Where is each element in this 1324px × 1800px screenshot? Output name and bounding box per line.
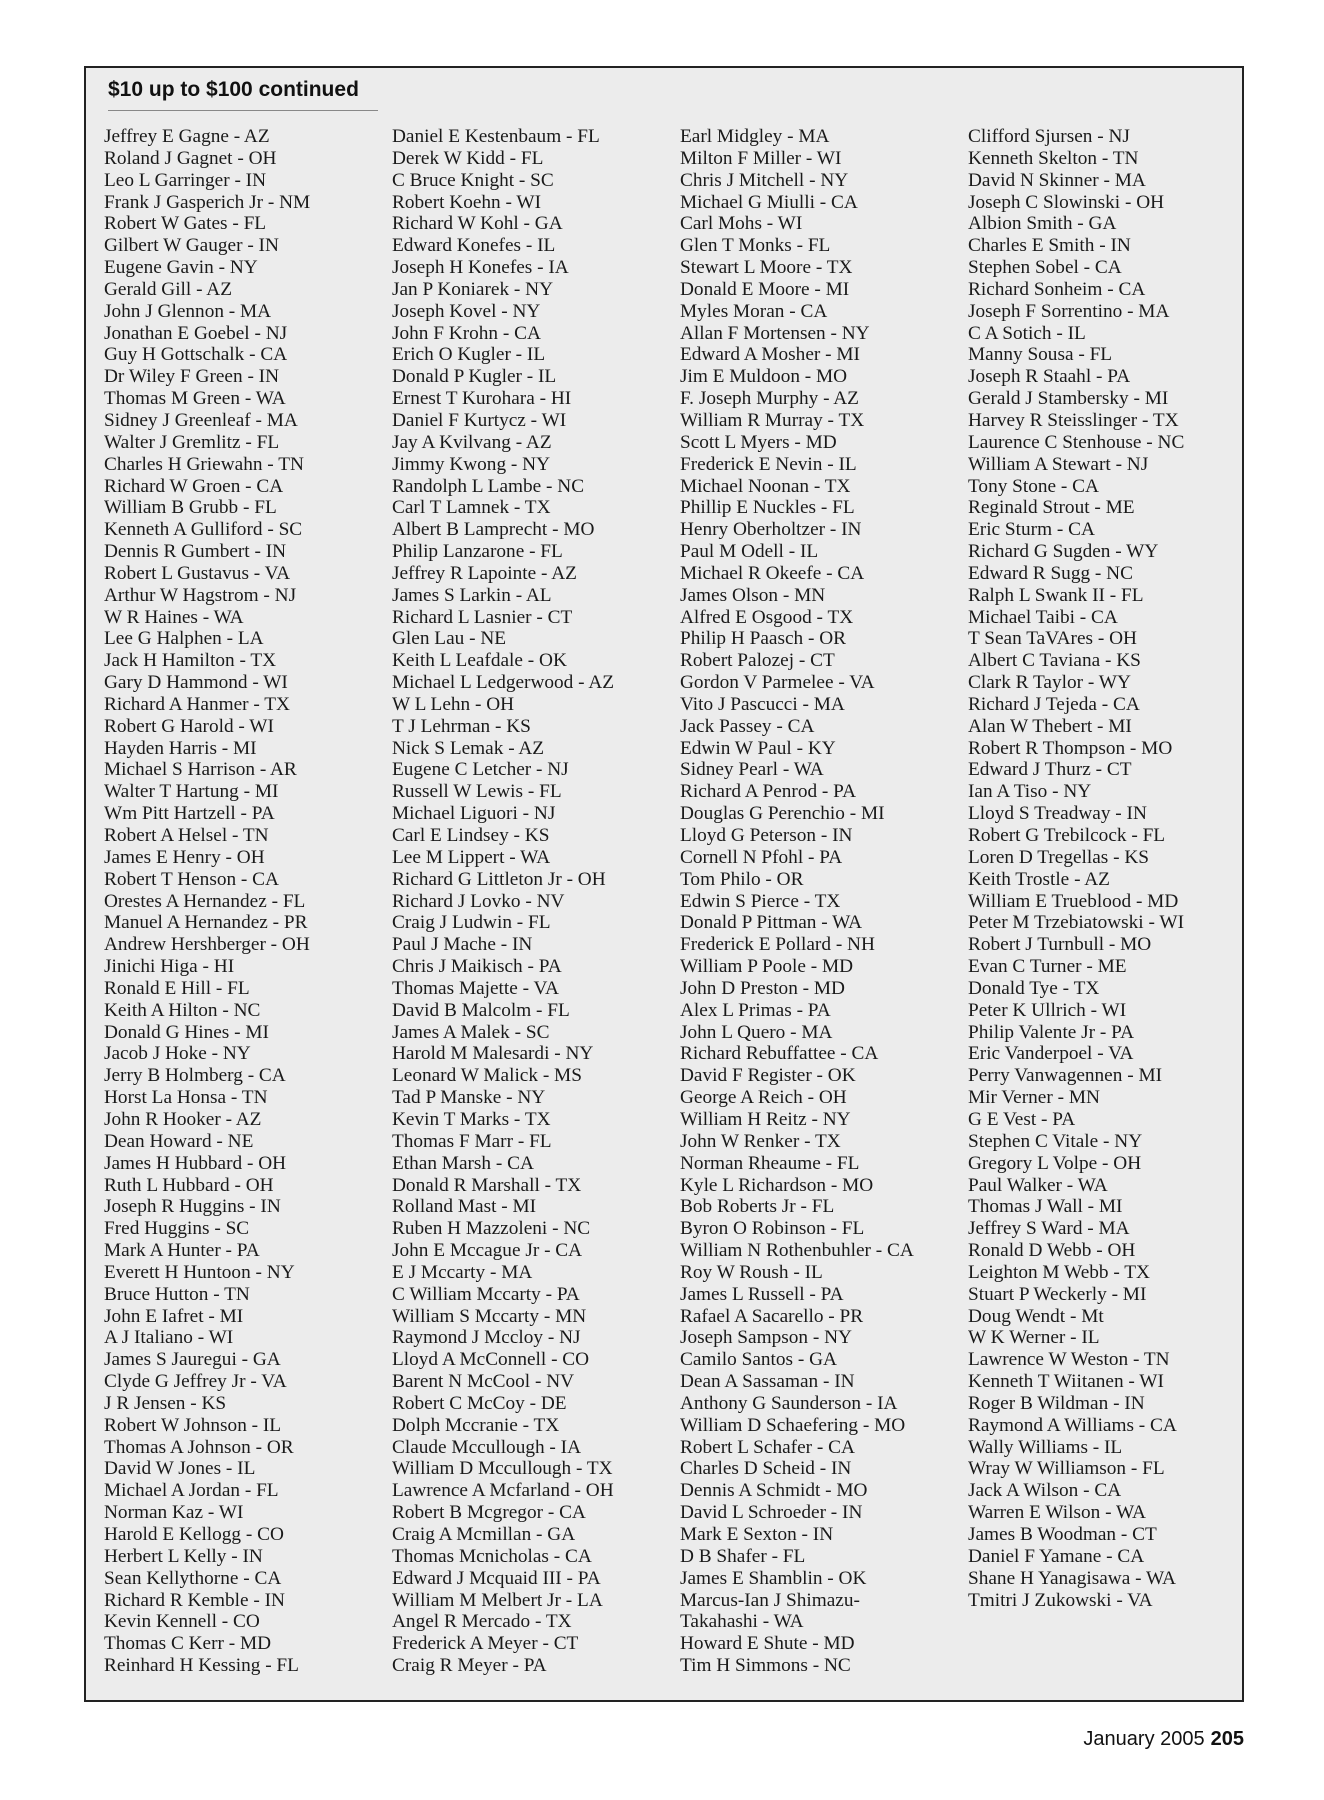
donor-entry: Clyde G Jeffrey Jr - VA (104, 1371, 287, 1393)
donor-entry: Robert Koehn - WI (392, 191, 542, 213)
donor-entry: Claude Mccullough - IA (392, 1436, 582, 1458)
donor-entry: Kenneth T Wiitanen - WI (968, 1371, 1164, 1393)
donor-entry: Takahashi - WA (680, 1611, 804, 1633)
donor-entry: Laurence C Stenhouse - NC (968, 431, 1185, 453)
donor-entry: James E Henry - OH (104, 846, 265, 868)
donor-entry: Anthony G Saunderson - IA (680, 1392, 898, 1414)
donor-entry: William M Melbert Jr - LA (392, 1589, 603, 1611)
donor-entry: Peter M Trzebiatowski - WI (968, 912, 1185, 934)
donor-entry: Glen Lau - NE (392, 628, 507, 650)
donor-entry: Leo L Garringer - IN (104, 169, 267, 191)
donor-entry: William P Poole - MD (680, 956, 854, 978)
donor-entry: Robert Palozej - CT (680, 650, 835, 672)
donor-entry: William E Trueblood - MD (968, 890, 1179, 912)
donor-column-4 (968, 126, 1248, 1611)
donor-entry: Barent N McCool - NV (392, 1371, 575, 1393)
donor-entry: Joseph Sampson - NY (680, 1327, 852, 1349)
donor-entry: Wm Pitt Hartzell - PA (104, 803, 275, 825)
donor-entry: Dennis A Schmidt - MO (680, 1480, 868, 1502)
donor-entry: Jan P Koniarek - NY (392, 278, 553, 300)
donor-entry: Guy H Gottschalk - CA (104, 344, 288, 366)
donor-entry: Jack H Hamilton - TX (104, 650, 277, 672)
donor-entry: Lawrence A Mcfarland - OH (392, 1480, 614, 1502)
donor-entry: James E Shamblin - OK (680, 1567, 867, 1589)
donor-entry: Eric Sturm - CA (968, 519, 1095, 541)
donor-entry: Richard R Kemble - IN (104, 1589, 285, 1611)
donor-entry: Thomas F Marr - FL (392, 1130, 552, 1152)
donor-entry: Bob Roberts Jr - FL (680, 1196, 835, 1218)
donor-entry: Jerry B Holmberg - CA (104, 1065, 286, 1087)
donor-entry: William H Reitz - NY (680, 1108, 851, 1130)
donor-entry: Kevin T Marks - TX (392, 1108, 551, 1130)
donor-entry: Lee G Halphen - LA (104, 628, 264, 650)
donor-entry: Dolph Mccranie - TX (392, 1414, 560, 1436)
donor-entry: Richard J Lovko - NV (392, 890, 565, 912)
donor-entry: Dr Wiley F Green - IN (104, 366, 280, 388)
donor-entry: Donald P Pittman - WA (680, 912, 863, 934)
donor-entry: Ronald E Hill - FL (104, 977, 250, 999)
donor-entry: Michael G Miulli - CA (680, 191, 858, 213)
donor-entry: Sidney J Greenleaf - MA (104, 409, 298, 431)
donor-entry: Milton F Miller - WI (680, 147, 842, 169)
donor-entry: Frederick A Meyer - CT (392, 1633, 579, 1655)
donor-entry: Michael S Harrison - AR (104, 759, 297, 781)
donor-entry: Peter K Ullrich - WI (968, 999, 1127, 1021)
donor-entry: Carl T Lamnek - TX (392, 497, 551, 519)
donor-entry: Sean Kellythorne - CA (104, 1567, 282, 1589)
donor-entry: Robert L Schafer - CA (680, 1436, 855, 1458)
donor-entry: Reinhard H Kessing - FL (104, 1655, 299, 1677)
donor-entry: Lloyd A McConnell - CO (392, 1349, 590, 1371)
donor-entry: Tmitri J Zukowski - VA (968, 1589, 1153, 1611)
donor-entry: David W Jones - IL (104, 1458, 256, 1480)
donor-entry: Russell W Lewis - FL (392, 781, 562, 803)
donor-entry: Jeffrey R Lapointe - AZ (392, 562, 577, 584)
donor-entry: Jeffrey E Gagne - AZ (104, 126, 270, 147)
donor-entry: Rolland Mast - MI (392, 1196, 537, 1218)
donor-entry: Manny Sousa - FL (968, 344, 1113, 366)
donor-entry: Perry Vanwagennen - MI (968, 1065, 1163, 1087)
donor-entry: Albert B Lamprecht - MO (392, 519, 595, 541)
donor-entry: Joseph C Slowinski - OH (968, 191, 1165, 213)
donor-entry: Philip H Paasch - OR (680, 628, 847, 650)
donor-entry: Carl E Lindsey - KS (392, 825, 550, 846)
donor-entry: Chris J Mitchell - NY (680, 169, 849, 191)
donor-entry: Allan F Mortensen - NY (680, 322, 870, 344)
donor-entry: Derek W Kidd - FL (392, 147, 544, 169)
donor-list-panel (84, 66, 1244, 1702)
donor-entry: Clifford Sjursen - NJ (968, 126, 1130, 147)
donor-entry: Hayden Harris - MI (104, 737, 257, 759)
donor-entry: Richard G Sugden - WY (968, 541, 1159, 563)
donor-entry: Charles H Griewahn - TN (104, 453, 304, 475)
donor-entry: John D Preston - MD (680, 977, 845, 999)
donor-entry: Jimmy Kwong - NY (392, 453, 550, 475)
donor-entry: Mark A Hunter - PA (104, 1240, 260, 1262)
donor-entry: Robert T Henson - CA (104, 868, 279, 890)
donor-entry: James S Jauregui - GA (104, 1349, 281, 1371)
donor-entry: David F Register - OK (680, 1065, 856, 1087)
donor-entry: Lloyd S Treadway - IN (968, 803, 1147, 825)
donor-entry: Daniel E Kestenbaum - FL (392, 126, 600, 147)
donor-entry: William R Murray - TX (680, 409, 865, 431)
donor-entry: Alfred E Osgood - TX (680, 606, 854, 628)
donor-entry: Arthur W Hagstrom - NJ (104, 584, 297, 606)
donor-entry: Thomas J Wall - MI (968, 1196, 1123, 1218)
donor-entry: Jacob J Hoke - NY (104, 1043, 251, 1065)
donor-entry: Gary D Hammond - WI (104, 672, 288, 694)
donor-entry: James Olson - MN (680, 584, 826, 606)
donor-entry: W L Lehn - OH (392, 693, 515, 715)
donor-entry: Tim H Simmons - NC (680, 1655, 851, 1677)
page-footer (1083, 1728, 1244, 1751)
donor-entry: Daniel F Yamane - CA (968, 1545, 1145, 1567)
donor-entry: Joseph R Huggins - IN (104, 1196, 281, 1218)
donor-entry: Rafael A Sacarello - PR (680, 1305, 864, 1327)
donor-entry: Lloyd G Peterson - IN (680, 825, 853, 846)
donor-entry: Raymond J Mccloy - NJ (392, 1327, 581, 1349)
donor-entry: Richard L Lasnier - CT (392, 606, 573, 628)
donor-entry: Eugene Gavin - NY (104, 257, 258, 279)
donor-entry: Charles D Scheid - IN (680, 1458, 852, 1480)
donor-entry: Thomas Mcnicholas - CA (392, 1545, 592, 1567)
donor-entry: Gilbert W Gauger - IN (104, 235, 279, 257)
donor-entry: Robert B Mcgregor - CA (392, 1502, 586, 1524)
donor-entry: Ethan Marsh - CA (392, 1152, 534, 1174)
donor-entry: Gerald J Stambersky - MI (968, 388, 1169, 410)
donor-entry: Loren D Tregellas - KS (968, 846, 1150, 868)
donor-entry: Craig J Ludwin - FL (392, 912, 551, 934)
donor-entry: A J Italiano - WI (104, 1327, 234, 1349)
donor-column-1 (104, 126, 384, 1677)
donor-entry: Jinichi Higa - HI (104, 956, 235, 978)
donor-entry: Jay A Kvilvang - AZ (392, 431, 552, 453)
donor-entry: Norman Kaz - WI (104, 1502, 244, 1524)
title-underline (108, 110, 378, 111)
donor-entry: Paul M Odell - IL (680, 541, 819, 563)
donor-entry: Jack Passey - CA (680, 715, 815, 737)
donor-entry: Edwin S Pierce - TX (680, 890, 841, 912)
donor-entry: Donald G Hines - MI (104, 1021, 269, 1043)
donor-entry: Alex L Primas - PA (680, 999, 831, 1021)
donor-entry: Stuart P Weckerly - MI (968, 1283, 1147, 1305)
donor-entry: William B Grubb - FL (104, 497, 277, 519)
donor-entry: Daniel F Kurtycz - WI (392, 409, 567, 431)
donor-entry: David B Malcolm - FL (392, 999, 570, 1021)
donor-entry: Robert J Turnbull - MO (968, 934, 1152, 956)
donor-entry: D B Shafer - FL (680, 1545, 806, 1567)
donor-entry: Robert W Gates - FL (104, 213, 267, 235)
donor-entry: Edward J Mcquaid III - PA (392, 1567, 601, 1589)
donor-entry: David N Skinner - MA (968, 169, 1146, 191)
donor-entry: Richard J Tejeda - CA (968, 693, 1140, 715)
donor-entry: John E Iafret - MI (104, 1305, 244, 1327)
donor-entry: Chris J Maikisch - PA (392, 956, 562, 978)
donor-entry: John F Krohn - CA (392, 322, 541, 344)
donor-entry: Harold E Kellogg - CO (104, 1524, 284, 1545)
donor-entry: Edward Konefes - IL (392, 235, 556, 257)
donor-entry: Edward R Sugg - NC (968, 562, 1133, 584)
donor-entry: Ruth L Hubbard - OH (104, 1174, 274, 1196)
donor-entry: Dean A Sassaman - IN (680, 1371, 855, 1393)
donor-entry: Philip Lanzarone - FL (392, 541, 563, 563)
donor-entry: G E Vest - PA (968, 1108, 1076, 1130)
donor-entry: Ronald D Webb - OH (968, 1240, 1136, 1262)
donor-entry: Nick S Lemak - AZ (392, 737, 545, 759)
donor-entry: Herbert L Kelly - IN (104, 1545, 263, 1567)
donor-entry: Sidney Pearl - WA (680, 759, 824, 781)
donor-entry: Michael Liguori - NJ (392, 803, 556, 825)
donor-entry: Frederick E Nevin - IL (680, 453, 857, 475)
donor-entry: Joseph R Staahl - PA (968, 366, 1131, 388)
donor-entry: Robert L Gustavus - VA (104, 562, 291, 584)
donor-entry: Keith L Leafdale - OK (392, 650, 567, 672)
donor-entry: Evan C Turner - ME (968, 956, 1127, 978)
donor-entry: Angel R Mercado - TX (392, 1611, 572, 1633)
donor-entry: Everett H Huntoon - NY (104, 1261, 295, 1283)
donor-entry: Shane H Yanagisawa - WA (968, 1567, 1176, 1589)
donor-entry: Glen T Monks - FL (680, 235, 831, 257)
donor-entry: Joseph H Konefes - IA (392, 257, 569, 279)
donor-entry: Michael L Ledgerwood - AZ (392, 672, 615, 694)
donor-entry: Gregory L Volpe - OH (968, 1152, 1142, 1174)
donor-entry: John L Quero - MA (680, 1021, 833, 1043)
donor-entry: Paul J Mache - IN (392, 934, 533, 956)
donor-entry: Henry Oberholtzer - IN (680, 519, 862, 541)
donor-entry: William S Mccarty - MN (392, 1305, 587, 1327)
donor-entry: C William Mccarty - PA (392, 1283, 580, 1305)
donor-entry: Keith Trostle - AZ (968, 868, 1110, 890)
donor-entry: Michael A Jordan - FL (104, 1480, 279, 1502)
donor-entry: Ralph L Swank II - FL (968, 584, 1144, 606)
donor-entry: James L Russell - PA (680, 1283, 844, 1305)
donor-entry: Marcus-Ian J Shimazu- (680, 1589, 860, 1611)
donor-entry: Robert C McCoy - DE (392, 1392, 567, 1414)
donor-entry: Stewart L Moore - TX (680, 257, 853, 279)
donor-entry: Richard G Littleton Jr - OH (392, 868, 606, 890)
donor-entry: Tony Stone - CA (968, 475, 1099, 497)
donor-entry: Clark R Taylor - WY (968, 672, 1131, 694)
donor-entry: Jim E Muldoon - MO (680, 366, 848, 388)
donor-entry: C A Sotich - IL (968, 322, 1086, 344)
donor-entry: W K Werner - IL (968, 1327, 1100, 1349)
donor-entry: Howard E Shute - MD (680, 1633, 855, 1655)
donor-entry: Lee M Lippert - WA (392, 846, 551, 868)
donor-entry: Robert R Thompson - MO (968, 737, 1173, 759)
donor-entry: Kenneth Skelton - TN (968, 147, 1139, 169)
donor-entry: Stephen Sobel - CA (968, 257, 1122, 279)
donor-entry: Dean Howard - NE (104, 1130, 254, 1152)
donor-entry: Cornell N Pfohl - PA (680, 846, 843, 868)
donor-entry: F. Joseph Murphy - AZ (680, 388, 859, 410)
donor-entry: Kevin Kennell - CO (104, 1611, 260, 1633)
donor-entry: Craig A Mcmillan - GA (392, 1524, 576, 1545)
donor-entry: James H Hubbard - OH (104, 1152, 287, 1174)
donor-entry: Myles Moran - CA (680, 300, 828, 322)
donor-entry: George A Reich - OH (680, 1087, 847, 1109)
donor-entry: Albert C Taviana - KS (968, 650, 1141, 672)
donor-entry: Randolph L Lambe - NC (392, 475, 585, 497)
donor-entry: Donald P Kugler - IL (392, 366, 557, 388)
donor-entry: Carl Mohs - WI (680, 213, 803, 235)
donor-entry: Wray W Williamson - FL (968, 1458, 1165, 1480)
donor-entry: Harold M Malesardi - NY (392, 1043, 594, 1065)
donor-entry: Jeffrey S Ward - MA (968, 1218, 1130, 1240)
donor-entry: Philip Valente Jr - PA (968, 1021, 1135, 1043)
donor-entry: Dennis R Gumbert - IN (104, 541, 287, 563)
donor-entry: Kyle L Richardson - MO (680, 1174, 874, 1196)
donor-entry: Stephen C Vitale - NY (968, 1130, 1143, 1152)
donor-entry: Douglas G Perenchio - MI (680, 803, 885, 825)
donor-entry: James B Woodman - CT (968, 1524, 1157, 1545)
donor-entry: Eric Vanderpoel - VA (968, 1043, 1134, 1065)
donor-entry: Gordon V Parmelee - VA (680, 672, 875, 694)
donor-entry: Donald R Marshall - TX (392, 1174, 582, 1196)
donor-column-2 (392, 126, 672, 1677)
donor-entry: Orestes A Hernandez - FL (104, 890, 306, 912)
donor-entry: Horst La Honsa - TN (104, 1087, 268, 1109)
donor-entry: Leighton M Webb - TX (968, 1261, 1150, 1283)
donor-entry: Edwin W Paul - KY (680, 737, 836, 759)
donor-entry: Roger B Wildman - IN (968, 1392, 1145, 1414)
donor-entry: Kenneth A Gulliford - SC (104, 519, 303, 541)
donor-entry: T Sean TaVAres - OH (968, 628, 1137, 650)
donor-entry: T J Lehrman - KS (392, 715, 531, 737)
page-number: 205 (1210, 1728, 1244, 1750)
donor-entry: Thomas Majette - VA (392, 977, 559, 999)
donor-entry: Camilo Santos - GA (680, 1349, 837, 1371)
donor-entry: Ernest T Kurohara - HI (392, 388, 572, 410)
donor-entry: Richard A Penrod - PA (680, 781, 857, 803)
donor-entry: Craig R Meyer - PA (392, 1655, 547, 1677)
donor-entry: Richard A Hanmer - TX (104, 693, 290, 715)
donor-entry: Byron O Robinson - FL (680, 1218, 865, 1240)
donor-entry: Harvey R Steisslinger - TX (968, 409, 1179, 431)
donor-entry: Richard Rebuffattee - CA (680, 1043, 879, 1065)
donor-entry: Thomas C Kerr - MD (104, 1633, 272, 1655)
donor-entry: Frank J Gasperich Jr - NM (104, 191, 311, 213)
donor-entry: William D Mccullough - TX (392, 1458, 613, 1480)
donor-entry: Tad P Manske - NY (392, 1087, 546, 1109)
donor-entry: Michael R Okeefe - CA (680, 562, 865, 584)
donor-entry: W R Haines - WA (104, 606, 244, 628)
donor-entry: Erich O Kugler - IL (392, 344, 546, 366)
donor-entry: Robert G Harold - WI (104, 715, 274, 737)
donor-entry: Thomas A Johnson - OR (104, 1436, 294, 1458)
donor-entry: Frederick E Pollard - NH (680, 934, 875, 956)
donor-entry: John R Hooker - AZ (104, 1108, 262, 1130)
donor-entry: Mark E Sexton - IN (680, 1524, 834, 1545)
donor-entry: Walter J Gremlitz - FL (104, 431, 280, 453)
donor-entry: Charles E Smith - IN (968, 235, 1131, 257)
section-title: $10 up to $100 continued (108, 78, 359, 101)
donor-entry: Jack A Wilson - CA (968, 1480, 1122, 1502)
donor-entry: John J Glennon - MA (104, 300, 272, 322)
donor-entry: Michael Noonan - TX (680, 475, 851, 497)
issue-date: January 2005 (1083, 1728, 1205, 1750)
donor-entry: Manuel A Hernandez - PR (104, 912, 308, 934)
donor-entry: J R Jensen - KS (104, 1392, 227, 1414)
donor-entry: Alan W Thebert - MI (968, 715, 1132, 737)
donor-entry: Donald E Moore - MI (680, 278, 850, 300)
donor-entry: Robert W Johnson - IL (104, 1414, 282, 1436)
donor-entry: Edward A Mosher - MI (680, 344, 860, 366)
donor-entry: Doug Wendt - Mt (968, 1305, 1104, 1327)
donor-entry: Keith A Hilton - NC (104, 999, 261, 1021)
donor-entry: Donald Tye - TX (968, 977, 1100, 999)
donor-entry: Ian A Tiso - NY (968, 781, 1092, 803)
donor-entry: Fred Huggins - SC (104, 1218, 250, 1240)
donor-entry: Reginald Strout - ME (968, 497, 1135, 519)
donor-entry: Gerald Gill - AZ (104, 278, 232, 300)
donor-entry: Roland J Gagnet - OH (104, 147, 277, 169)
donor-entry: Mir Verner - MN (968, 1087, 1100, 1109)
donor-entry: Wally Williams - IL (968, 1436, 1123, 1458)
donor-entry: Thomas M Green - WA (104, 388, 286, 410)
donor-entry: Bruce Hutton - TN (104, 1283, 250, 1305)
donor-entry: Eugene C Letcher - NJ (392, 759, 569, 781)
donor-entry: Robert A Helsel - TN (104, 825, 269, 846)
donor-entry: Vito J Pascucci - MA (680, 693, 845, 715)
donor-entry: Joseph F Sorrentino - MA (968, 300, 1170, 322)
donor-column-3 (680, 126, 960, 1677)
donor-entry: John W Renker - TX (680, 1130, 841, 1152)
donor-entry: David L Schroeder - IN (680, 1502, 863, 1524)
donor-entry: Walter T Hartung - MI (104, 781, 279, 803)
donor-entry: Tom Philo - OR (680, 868, 804, 890)
donor-entry: Richard Sonheim - CA (968, 278, 1146, 300)
donor-entry: Ruben H Mazzoleni - NC (392, 1218, 591, 1240)
donor-entry: Scott L Myers - MD (680, 431, 837, 453)
donor-entry: Richard W Groen - CA (104, 475, 284, 497)
donor-entry: Albion Smith - GA (968, 213, 1117, 235)
donor-entry: Andrew Hershberger - OH (104, 934, 310, 956)
donor-entry: Earl Midgley - MA (680, 126, 830, 147)
donor-entry: James S Larkin - AL (392, 584, 552, 606)
donor-entry: Roy W Roush - IL (680, 1261, 823, 1283)
donor-entry: Paul Walker - WA (968, 1174, 1108, 1196)
donor-entry: Jonathan E Goebel - NJ (104, 322, 288, 344)
donor-entry: James A Malek - SC (392, 1021, 550, 1043)
donor-entry: Raymond A Williams - CA (968, 1414, 1177, 1436)
donor-entry: William N Rothenbuhler - CA (680, 1240, 914, 1262)
donor-entry: Robert G Trebilcock - FL (968, 825, 1166, 846)
donor-entry: C Bruce Knight - SC (392, 169, 554, 191)
donor-entry: Phillip E Nuckles - FL (680, 497, 855, 519)
donor-entry: Michael Taibi - CA (968, 606, 1118, 628)
donor-entry: Warren E Wilson - WA (968, 1502, 1146, 1524)
donor-entry: Edward J Thurz - CT (968, 759, 1132, 781)
donor-entry: John E Mccague Jr - CA (392, 1240, 583, 1262)
donor-entry: William D Schaefering - MO (680, 1414, 906, 1436)
donor-entry: Joseph Kovel - NY (392, 300, 541, 322)
donor-entry: Richard W Kohl - GA (392, 213, 563, 235)
donor-entry: Lawrence W Weston - TN (968, 1349, 1170, 1371)
donor-entry: William A Stewart - NJ (968, 453, 1149, 475)
donor-entry: Norman Rheaume - FL (680, 1152, 860, 1174)
donor-entry: E J Mccarty - MA (392, 1261, 533, 1283)
donor-entry: Leonard W Malick - MS (392, 1065, 582, 1087)
